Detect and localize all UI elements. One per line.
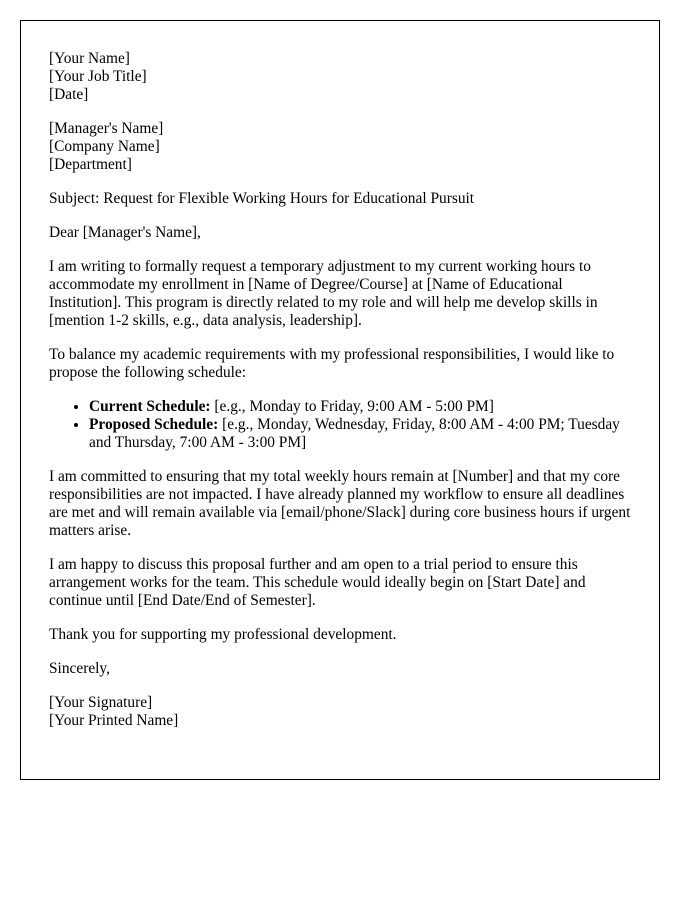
paragraph-thanks: Thank you for supporting my professional development.	[49, 626, 397, 643]
sender-name: [Your Name]	[49, 50, 130, 67]
schedule-list	[49, 398, 631, 452]
schedule-text: [e.g., Monday to Friday, 9:00 AM - 5:00 PM]	[210, 398, 494, 415]
paragraph-commitment: I am committed to ensuring that my total weekly hours remain at [Number] and that my core responsibilities are not impacted. I have already planned my workflow to ensure all deadlines are met and will remain available via [email/phone/Slack] during core business hours if urgent matters arise.	[49, 468, 631, 539]
sender-job-title: [Your Job Title]	[49, 68, 147, 85]
printed-name: [Your Printed Name]	[49, 712, 179, 729]
paragraph-discussion: I am happy to discuss this proposal further and am open to a trial period to ensure this arrangement works for the team. This schedule would ideally begin on [Start Date] and continue until [End Date/End of Semester].	[49, 556, 586, 609]
schedule-label: Current Schedule:	[89, 398, 211, 415]
recipient-name: [Manager's Name]	[49, 120, 164, 137]
paragraph-schedule-intro: To balance my academic requirements with my professional responsibilities, I would like to propose the following schedule:	[49, 346, 615, 381]
sender-block	[49, 50, 631, 104]
letter-date: [Date]	[49, 86, 89, 103]
list-item-current-schedule	[89, 398, 631, 416]
schedule-label: Proposed Schedule:	[89, 416, 219, 433]
recipient-company: [Company Name]	[49, 138, 160, 155]
list-item-proposed-schedule	[89, 416, 631, 452]
recipient-block	[49, 120, 631, 174]
signature-placeholder: [Your Signature]	[49, 694, 153, 711]
paragraph-intro: I am writing to formally request a temporary adjustment to my current working hours to accommodate my enrollment in [Name of Degree/Course] at [Name of Educational Institution]. This program is directly related to my role and will help me develop skills in [mention 1-2 skills, e.g., data analysis, leadership].	[49, 258, 598, 329]
recipient-department: [Department]	[49, 156, 132, 173]
salutation: Dear [Manager's Name],	[49, 224, 201, 241]
subject-line: Subject: Request for Flexible Working Hours for Educational Pursuit	[49, 190, 475, 207]
schedule-text: [e.g., Monday, Wednesday, Friday, 8:00 AM - 4:00 PM; Tuesday and Thursday, 7:00 AM - 3:00 PM]	[89, 416, 620, 451]
signature-block	[49, 694, 631, 730]
letter-document	[20, 20, 660, 780]
closing: Sincerely,	[49, 660, 110, 677]
